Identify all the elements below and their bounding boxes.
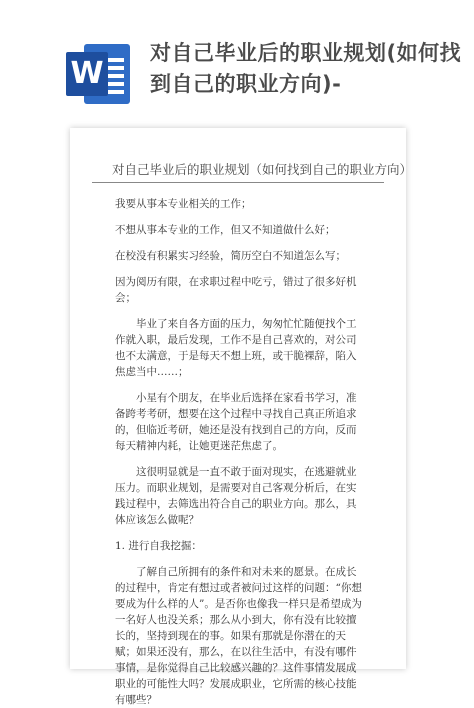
paragraph: 因为阅历有限，在求职过程中吃亏，错过了很多好机会； — [115, 276, 357, 304]
paragraph: 在校没有积累实习经验，简历空白不知道怎么写； — [115, 250, 346, 262]
word-icon-letter: W — [66, 52, 108, 96]
paragraph: 了解自己所拥有的条件和对未来的愿景。在成长的过程中，肯定有想过或者被问过这样的问题：“你想要成为什么样的人”。是否你也像我一样只是希望成为一名好人也没关系；那么从小到大，你有没有比较擅长的，坚持到现在的事。如果有那就是你潜在的天赋；如果还没有，那么，在以往生活中，有没有哪件事情，是你觉得自己比较感兴趣的？这件事情发展成职业的可能性大吗？发展成职业，它所需的核心技能有哪些？ — [115, 566, 362, 706]
title-divider — [92, 182, 384, 183]
document-heading: 对自己毕业后的职业规划(如何找到自己的职业方向)- — [150, 41, 462, 96]
paragraph: 这很明显就是一直不敢于面对现实，在逃避就业压力。而职业规划，是需要对自己客观分析后，在实践过程中，去筛选出符合自己的职业方向。那么，具体应该怎么做呢？ — [115, 466, 357, 526]
document-page — [70, 128, 413, 706]
word-icon — [64, 38, 136, 110]
page-title: 对自己毕业后的职业规划（如何找到自己的职业方向） — [112, 162, 413, 177]
section-heading: 1. 进行自我挖掘： — [115, 540, 202, 552]
paragraph: 不想从事本专业的工作，但又不知道做什么好； — [115, 224, 336, 236]
paragraph: 我要从事本专业相关的工作； — [115, 198, 252, 210]
paragraph: 小星有个朋友，在毕业后选择在家看书学习，准备跨考考研，想要在这个过程中寻找自己真正所追求的，但临近考研，她还是没有找到自己的方向，反而每天精神内耗，让她更迷茫焦虑了。 — [115, 392, 357, 452]
paragraph: 毕业了来自各方面的压力，匆匆忙忙随便找个工作就入职，最后发现，工作不是自己喜欢的，对公司也不太满意，于是每天不想上班，或干脆裸辞，陷入焦虑当中……； — [115, 318, 357, 378]
document-body — [115, 188, 365, 708]
